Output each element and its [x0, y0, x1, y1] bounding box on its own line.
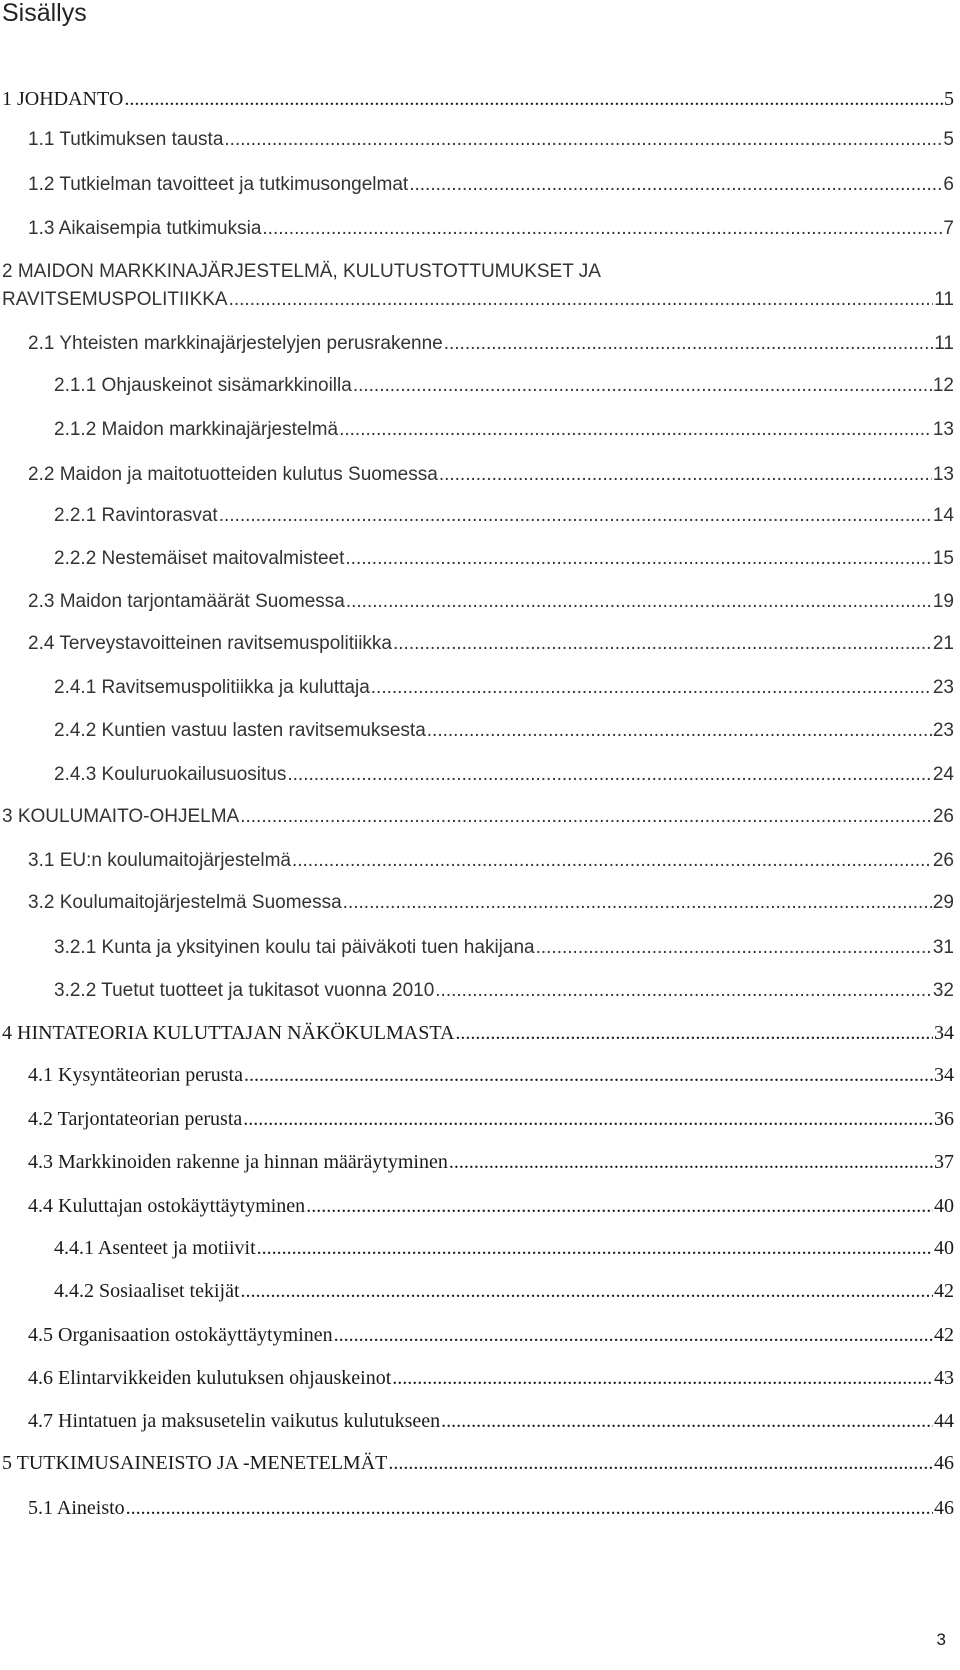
toc-leader-dots: [444, 331, 934, 357]
toc-entry[interactable]: [28, 1365, 954, 1391]
toc-entry[interactable]: [28, 1193, 954, 1219]
toc-entry-page: 5: [943, 129, 954, 150]
toc-entry-page: 46: [934, 1452, 954, 1474]
toc-entry[interactable]: [54, 417, 954, 443]
toc-entry-label: 3.2.2 Tuetut tuotteet ja tukitasot vuonna 2010: [54, 980, 435, 1001]
toc-entry[interactable]: [54, 762, 954, 788]
toc-leader-dots: [427, 718, 932, 744]
toc-entry-page: 40: [934, 1195, 954, 1217]
toc-entry-page: 46: [934, 1497, 954, 1519]
toc-entry[interactable]: [2, 259, 601, 285]
toc-leader-dots: [449, 1149, 933, 1175]
toc-entry-page: 32: [932, 980, 954, 1001]
toc-entry[interactable]: [28, 216, 954, 242]
toc-leader-dots: [219, 503, 932, 529]
toc-entry-page: 23: [932, 720, 954, 741]
toc-entry-page: 29: [932, 892, 954, 913]
toc-entry-label: 4.1 Kysyntäteorian perusta: [28, 1064, 243, 1086]
toc-entry-page: 26: [932, 850, 954, 871]
toc-entry-label: 3.2 Koulumaitojärjestelmä Suomessa: [28, 892, 342, 913]
toc-entry-label: 5.1 Aineisto: [28, 1497, 125, 1519]
toc-entry[interactable]: [28, 1408, 954, 1434]
toc-entry-page: 7: [943, 218, 954, 239]
toc-entry-page: 42: [934, 1280, 954, 1302]
toc-leader-dots: [126, 1495, 933, 1521]
toc-entry[interactable]: [54, 1278, 954, 1304]
toc-entry-label: 1.2 Tutkielman tavoitteet ja tutkimusongelmat: [28, 174, 409, 195]
toc-entry-label: 4.6 Elintarvikkeiden kulutuksen ohjauskeinot: [28, 1367, 392, 1389]
toc-leader-dots: [243, 1106, 933, 1132]
toc-entry-page: 14: [932, 505, 954, 526]
toc-leader-dots: [345, 546, 931, 572]
toc-entry-page: 43: [934, 1367, 954, 1389]
toc-entry-label: 4.4.2 Sosiaaliset tekijät: [54, 1280, 240, 1302]
toc-leader-dots: [292, 848, 932, 874]
toc-entry-label: 1.1 Tutkimuksen tausta: [28, 129, 224, 150]
toc-entry-label: 2.4 Terveystavoitteinen ravitsemuspolitiikka: [28, 633, 392, 654]
toc-entry-page: 12: [932, 375, 954, 396]
toc-entry[interactable]: [28, 1106, 954, 1132]
toc-entry-label: 4.7 Hintatuen ja maksusetelin vaikutus kulutukseen: [28, 1410, 441, 1432]
toc-entry-label: 4.2 Tarjontateorian perusta: [28, 1108, 243, 1130]
toc-entry-page: 19: [932, 591, 954, 612]
toc-entry-page: 42: [934, 1324, 954, 1346]
toc-entry[interactable]: [54, 675, 954, 701]
toc-entry-label: 2.4.1 Ravitsemuspolitiikka ja kuluttaja: [54, 677, 370, 698]
toc-entry-page: 13: [932, 464, 954, 485]
toc-entry-label: 2.4.3 Kouluruokailusuositus: [54, 764, 287, 785]
toc-leader-dots: [392, 1365, 933, 1391]
toc-entry[interactable]: [28, 1062, 954, 1088]
toc-leader-dots: [439, 462, 932, 488]
toc-entry-label: 2.2 Maidon ja maitotuotteiden kulutus Suomessa: [28, 464, 438, 485]
toc-entry[interactable]: [54, 718, 954, 744]
toc-entry[interactable]: [28, 331, 954, 357]
toc-leader-dots: [409, 172, 942, 198]
toc-entry-label: 2.1 Yhteisten markkinajärjestelyjen perusrakenne: [28, 333, 443, 354]
toc-entry[interactable]: [28, 890, 954, 916]
toc-leader-dots: [334, 1322, 933, 1348]
toc-entry[interactable]: [54, 1235, 954, 1261]
toc-entry[interactable]: [28, 848, 954, 874]
toc-leader-dots: [244, 1062, 933, 1088]
toc-entry[interactable]: [28, 462, 954, 488]
toc-leader-dots: [124, 86, 943, 112]
toc-entry-page: 15: [932, 548, 954, 569]
toc-entry-label: 2.3 Maidon tarjontamäärät Suomessa: [28, 591, 345, 612]
toc-entry-label: 2.2.2 Nestemäiset maitovalmisteet: [54, 548, 345, 569]
toc-leader-dots: [353, 373, 932, 399]
toc-entry-page: 40: [934, 1237, 954, 1259]
toc-leader-dots: [287, 762, 931, 788]
toc-entry[interactable]: [28, 127, 954, 153]
toc-entry-label: 2.4.2 Kuntien vastuu lasten ravitsemuksesta: [54, 720, 426, 741]
toc-entry-label: 2.2.1 Ravintorasvat: [54, 505, 218, 526]
toc-entry-label: 4.5 Organisaation ostokäyttäytyminen: [28, 1324, 333, 1346]
toc-entry-page: 34: [934, 1022, 954, 1044]
toc-entry-page: 44: [934, 1410, 954, 1432]
toc-entry[interactable]: [28, 589, 954, 615]
toc-leader-dots: [306, 1193, 933, 1219]
toc-leader-dots: [455, 1020, 933, 1046]
toc-entry-page: 11: [934, 289, 954, 310]
toc-entry-label: 5 TUTKIMUSAINEISTO JA -MENETELMÄT: [2, 1452, 388, 1474]
toc-entry-page: 5: [944, 88, 954, 110]
toc-entry-page: 37: [934, 1151, 954, 1173]
toc-entry-label: 1 JOHDANTO: [2, 88, 124, 110]
toc-leader-dots: [339, 417, 932, 443]
toc-entry-label: 4.4 Kuluttajan ostokäyttäytyminen: [28, 1195, 306, 1217]
toc-entry[interactable]: [28, 172, 954, 198]
toc-entry-page: 13: [932, 419, 954, 440]
toc-entry-page: 24: [932, 764, 954, 785]
toc-entry[interactable]: [2, 1450, 954, 1476]
toc-entry[interactable]: [2, 804, 954, 830]
toc-leader-dots: [257, 1235, 933, 1261]
toc-entry-label: 3.2.1 Kunta ja yksityinen koulu tai päiväkoti tuen hakijana: [54, 937, 535, 958]
toc-entry[interactable]: [28, 1322, 954, 1348]
toc-entry[interactable]: [2, 287, 954, 313]
toc-entry-page: 11: [934, 333, 954, 354]
toc-entry-label: 3.1 EU:n koulumaitojärjestelmä: [28, 850, 291, 871]
toc-entry-page: 34: [934, 1064, 954, 1086]
toc-leader-dots: [229, 287, 934, 313]
toc-leader-dots: [371, 675, 932, 701]
toc-entry-page: 23: [932, 677, 954, 698]
toc-entry[interactable]: [54, 546, 954, 572]
toc-entry-page: 21: [932, 633, 954, 654]
toc-entry-label: RAVITSEMUSPOLITIIKKA: [2, 289, 228, 310]
toc-entry-label: 4.3 Markkinoiden rakenne ja hinnan määräytyminen: [28, 1151, 448, 1173]
toc-leader-dots: [241, 1278, 933, 1304]
toc-entry-label: 2.1.2 Maidon markkinajärjestelmä: [54, 419, 339, 440]
toc-entry-label: 2.1.1 Ohjauskeinot sisämarkkinoilla: [54, 375, 352, 396]
toc-entry[interactable]: [54, 373, 954, 399]
page-title: Sisällys: [2, 0, 87, 27]
toc-entry-label: 1.3 Aikaisempia tutkimuksia: [28, 218, 262, 239]
toc-leader-dots: [224, 127, 942, 153]
toc-entry-page: 31: [932, 937, 954, 958]
toc-entry[interactable]: [2, 1020, 954, 1046]
toc-entry-label: 4.4.1 Asenteet ja motiivit: [54, 1237, 256, 1259]
toc-entry-page: 26: [932, 806, 954, 827]
toc-entry[interactable]: [2, 86, 954, 112]
toc-entry-label: 2 MAIDON MARKKINAJÄRJESTELMÄ, KULUTUSTOTTUMUKSET JA: [2, 261, 601, 282]
toc-leader-dots: [435, 978, 932, 1004]
toc-leader-dots: [441, 1408, 933, 1434]
toc-leader-dots: [343, 890, 932, 916]
toc-entry[interactable]: [54, 978, 954, 1004]
toc-entry-label: 4 HINTATEORIA KULUTTAJAN NÄKÖKULMASTA: [2, 1022, 455, 1044]
toc-leader-dots: [536, 935, 932, 961]
toc-entry[interactable]: [28, 631, 954, 657]
toc-entry[interactable]: [28, 1495, 954, 1521]
toc-leader-dots: [240, 804, 932, 830]
toc-entry[interactable]: [54, 935, 954, 961]
toc-leader-dots: [262, 216, 942, 242]
toc-entry[interactable]: [28, 1149, 954, 1175]
toc-entry-page: 36: [934, 1108, 954, 1130]
toc-leader-dots: [393, 631, 932, 657]
toc-leader-dots: [388, 1450, 933, 1476]
toc-entry-label: 3 KOULUMAITO-OHJELMA: [2, 806, 240, 827]
page-number: 3: [936, 1630, 946, 1649]
toc-entry-page: 6: [943, 174, 954, 195]
toc-entry[interactable]: [54, 503, 954, 529]
toc-leader-dots: [346, 589, 932, 615]
